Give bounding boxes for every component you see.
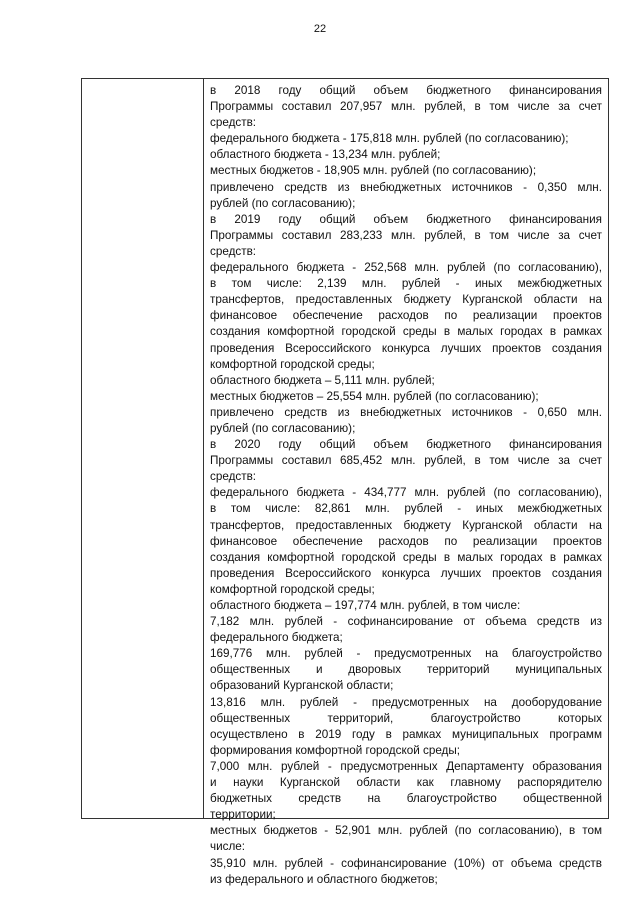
table-left-cell <box>82 79 203 818</box>
text-line: создания комфортной городской среды в малых городах в рамках <box>210 325 602 339</box>
text-line: рублей (по согласованию); <box>210 421 356 435</box>
financing-paragraph <box>210 260 602 373</box>
text-line: в 2020 году общий объем бюджетного финансирования <box>210 438 602 452</box>
text-line: областного бюджета - 13,234 млн. рублей; <box>210 148 441 162</box>
text-line: числе: <box>210 840 246 854</box>
text-line: областного бюджета – 5,111 млн. рублей; <box>210 373 435 387</box>
text-line: образований Курганской области; <box>210 679 394 693</box>
text-line: осуществлено в 2019 году в рамках муниципальных программ <box>210 727 602 741</box>
financing-paragraph <box>210 212 602 260</box>
text-line: средств: <box>210 470 257 484</box>
text-line: 169,776 млн. рублей - предусмотренных на благоустройство <box>210 647 602 661</box>
text-line: рублей (по согласованию); <box>210 196 356 210</box>
text-line: финансовое обеспечение расходов по реализации проектов <box>210 534 602 548</box>
financing-paragraph <box>210 180 602 212</box>
financing-paragraph <box>210 695 602 759</box>
text-line: общественных территорий, благоустройство которых <box>210 711 602 725</box>
text-line: федерального бюджета - 252,568 млн. рублей (по согласованию), <box>210 261 602 275</box>
text-line: и науки Курганской области как главному распорядителю <box>210 776 602 790</box>
text-line: областного бюджета – 197,774 млн. рублей, в том числе: <box>210 599 521 612</box>
financing-paragraph <box>210 147 602 163</box>
text-line: комфортной городской среды; <box>210 582 375 596</box>
financing-paragraph <box>210 759 602 823</box>
text-line: территории; <box>210 808 276 822</box>
financing-paragraph <box>210 856 602 888</box>
text-line: 7,182 млн. рублей - софинансирование от объема средств из <box>210 615 602 629</box>
text-line: общественных и дворовых территорий муниципальных <box>210 663 602 677</box>
text-line: в 2018 году общий объем бюджетного финансирования <box>210 84 602 97</box>
text-line: бюджетных средств на благоустройство общественной <box>210 792 602 806</box>
text-line: трансфертов, предоставленных бюджету Курганской области на <box>210 518 602 532</box>
page-number: 22 <box>313 23 327 35</box>
financing-text-cell <box>210 83 602 888</box>
text-line: в том числе: 2,139 млн. рублей - иных межбюджетных <box>210 277 602 291</box>
financing-paragraph <box>210 373 602 389</box>
text-line: местных бюджетов - 18,905 млн. рублей (по согласованию); <box>210 164 537 178</box>
text-line: федерального бюджета - 434,777 млн. рублей (по согласованию), <box>210 486 602 500</box>
text-line: федерального бюджета; <box>210 631 343 645</box>
text-line: средств: <box>210 244 257 258</box>
text-line: Программы составил 207,957 млн. рублей, в том числе за счет <box>210 100 602 114</box>
program-financing-table <box>81 78 609 886</box>
financing-paragraph <box>210 389 602 405</box>
text-line: финансовое обеспечение расходов по реализации проектов <box>210 309 602 323</box>
text-line: средств: <box>210 116 257 130</box>
financing-paragraph <box>210 163 602 179</box>
text-line: в том числе: 82,861 млн. рублей - иных межбюджетных <box>210 502 602 516</box>
text-line: трансфертов, предоставленных бюджету Курганской области на <box>210 293 602 307</box>
financing-paragraph <box>210 131 602 147</box>
financing-paragraph <box>210 823 602 855</box>
financing-paragraph <box>210 405 602 437</box>
financing-paragraph <box>210 485 602 598</box>
text-line: 13,816 млн. рублей - предусмотренных на дооборудование <box>210 695 602 709</box>
text-line: привлечено средств из внебюджетных источников - 0,350 млн. <box>210 180 602 194</box>
text-line: формирования комфортной городской среды; <box>210 743 461 757</box>
column-divider <box>203 79 204 818</box>
text-line: местных бюджетов – 25,554 млн. рублей (по согласованию); <box>210 389 539 403</box>
text-line: создания комфортной городской среды в малых городах в рамках <box>210 550 602 564</box>
text-line: привлечено средств из внебюджетных источников - 0,650 млн. <box>210 405 602 419</box>
financing-paragraph <box>210 646 602 694</box>
text-line: проведения Всероссийского конкурса лучших проектов создания <box>210 566 602 580</box>
financing-paragraph <box>210 598 602 614</box>
text-line: 35,910 млн. рублей - софинансирование (10%) от объема средств <box>210 856 602 870</box>
financing-paragraph <box>210 437 602 485</box>
financing-paragraph <box>210 614 602 646</box>
text-line: Программы составил 685,452 млн. рублей, в том числе за счет <box>210 454 602 468</box>
text-line: Программы составил 283,233 млн. рублей, в том числе за счет <box>210 228 602 242</box>
text-line: из федерального и областного бюджетов; <box>210 872 438 886</box>
text-line: комфортной городской среды; <box>210 357 375 371</box>
text-line: в 2019 году общий объем бюджетного финансирования <box>210 212 602 226</box>
text-line: федерального бюджета - 175,818 млн. рублей (по согласованию); <box>210 132 569 146</box>
financing-paragraph <box>210 83 602 131</box>
text-line: местных бюджетов - 52,901 млн. рублей (по согласованию), в том <box>210 824 602 838</box>
text-line: 7,000 млн. рублей - предусмотренных Департаменту образования <box>210 759 602 773</box>
text-line: проведения Всероссийского конкурса лучших проектов создания <box>210 341 602 355</box>
